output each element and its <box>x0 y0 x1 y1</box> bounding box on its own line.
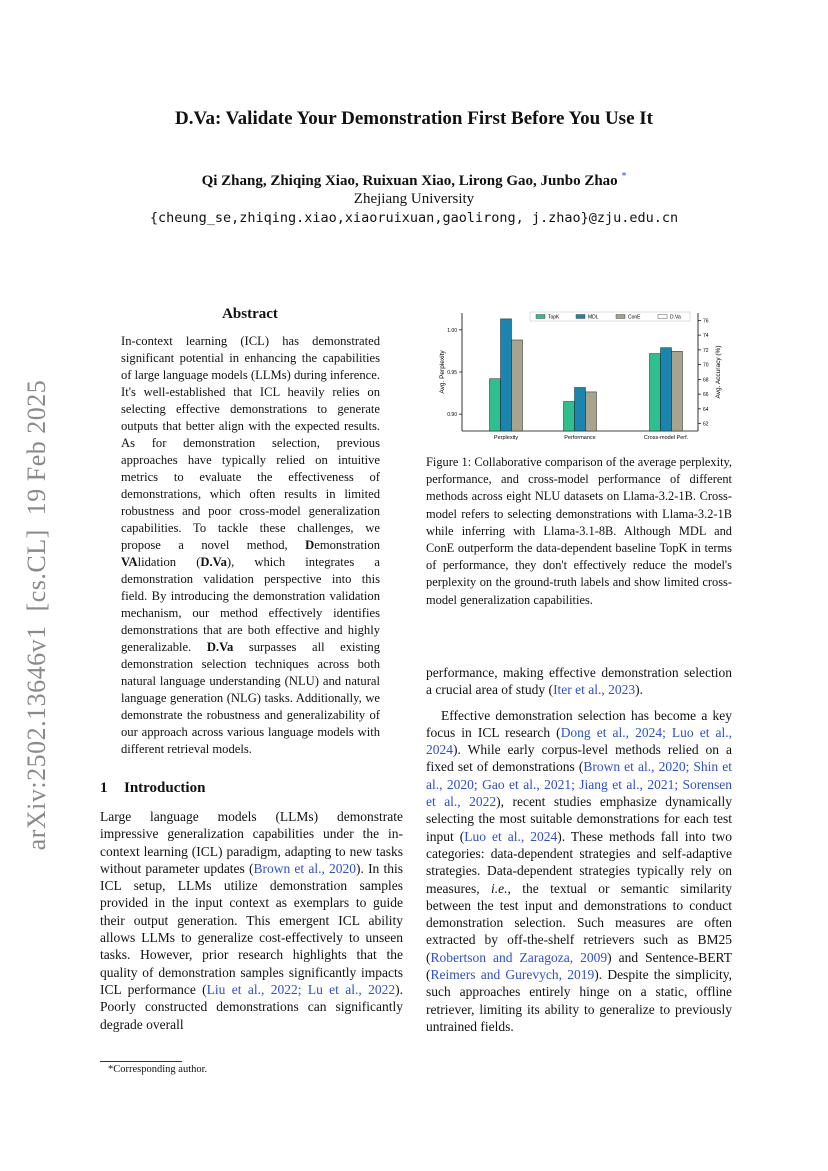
citation-link[interactable]: Liu et al., 2022; Lu et al., 2022 <box>206 981 396 997</box>
section-number: 1 <box>100 780 108 796</box>
arxiv-stamp <box>22 365 52 865</box>
section-heading-introduction <box>100 780 205 797</box>
bar-cone <box>672 351 683 431</box>
bar-mdl <box>661 348 672 431</box>
bar-mdl <box>575 387 586 431</box>
right-tick-label: 66 <box>703 392 709 399</box>
bar-topk <box>490 379 501 431</box>
paragraph <box>426 664 732 699</box>
right-tick-label: 62 <box>703 421 709 428</box>
abstract-bold: D.Va <box>200 555 227 569</box>
body-text: , the textual or semantic similarity between the test input and demonstrations to conduct demonstration selection. Such measures are often extracted by off-the-shelf retrievers such as BM25 ( <box>426 880 733 965</box>
intro-text: ). In this ICL setup, LLMs utilize demonstration samples provided in the input context as exemplars to guide their output generation. This emergent ICL ability allows LLMs to generalize cost-effectively to unseen tasks. However, prior research highlights that the quality of demonstration samples significantly impacts ICL performance ( <box>100 860 403 997</box>
paragraph <box>426 707 732 1036</box>
body-text: ), recent studies emphasize dynamically selecting the most suitable demonstrations for each test input ( <box>426 794 732 844</box>
body-text-italic: i.e. <box>491 880 508 896</box>
legend-label: TopK <box>548 314 560 321</box>
legend-label: D.Va <box>670 314 681 321</box>
corresponding-author-mark: * <box>621 171 627 182</box>
left-tick-label: 0.95 <box>447 370 457 376</box>
body-text: ). While early corpus-level methods relied on a fixed set of demonstrations ( <box>426 742 732 775</box>
legend-label: MDL <box>588 314 599 321</box>
citation-link[interactable]: Iter et al., 2023 <box>553 682 636 698</box>
x-category-label: Perplexity <box>493 435 519 441</box>
abstract-text: emonstration <box>314 538 380 552</box>
intro-text: ). Poorly constructed demonstrations can significantly degrade overall <box>100 981 404 1032</box>
citation-link[interactable]: Dong et al., 2024; Luo et al., 2024 <box>426 724 733 758</box>
right-tick-label: 68 <box>703 377 709 384</box>
affiliation: Zhejiang University <box>353 191 475 207</box>
right-tick-label: 76 <box>703 318 709 325</box>
section-title: Introduction <box>124 780 206 796</box>
abstract-bold: VA <box>121 555 138 569</box>
legend-label: ConE <box>628 314 641 321</box>
bar-topk <box>564 402 575 432</box>
x-category-label: Performance <box>564 435 596 441</box>
abstract-bold: D <box>305 538 315 552</box>
citation-link[interactable]: Luo et al., 2024 <box>464 828 558 844</box>
right-tick-label: 70 <box>703 362 709 369</box>
abstract-body <box>121 333 380 758</box>
footnote-rule <box>100 1061 182 1062</box>
citation-link[interactable]: Brown et al., 2020 <box>253 860 357 876</box>
paper-title: D.Va: Validate Your Demonstration First Before You Use It <box>175 108 653 129</box>
legend-swatch <box>536 315 545 319</box>
body-text: performance, making effective demonstration selection a crucial area of study ( <box>426 665 732 698</box>
legend-swatch <box>616 315 625 319</box>
right-tick-label: 64 <box>703 406 709 413</box>
bar-cone <box>512 340 523 431</box>
arxiv-stamp-text: arXiv:2502.13646v1 [cs.CL] 19 Feb 2025 <box>22 379 51 851</box>
body-text: ) and Sentence-BERT ( <box>426 949 733 983</box>
abstract-text: surpasses all existing demonstration selection techniques across both natural language understanding (NLU) and natural language generation (NLG) tasks. Additionally, we demonstrate the robustness and generalizability of our approach across various language models with different retrieval models. <box>121 640 381 756</box>
body-text: ). <box>635 682 644 698</box>
right-tick-label: 74 <box>703 333 709 340</box>
footnote: *Corresponding author. <box>108 1064 208 1075</box>
bar-mdl <box>501 319 512 431</box>
bar-cone <box>586 392 597 431</box>
abstract-bold: D.Va <box>206 640 234 654</box>
citation-link[interactable]: Robertson and Zaragoza, 2009 <box>430 949 608 965</box>
body-text: ). These methods fall into two categories: data-dependent strategies and self-adaptive strategies. Data-dependent strategies typically rely on measures, <box>426 828 732 896</box>
citation-link[interactable]: Reimers and Gurevych, 2019 <box>430 967 595 983</box>
left-axis-label: Avg. Perplexity <box>439 350 446 394</box>
author-list <box>0 171 828 190</box>
legend-swatch <box>576 315 585 319</box>
body-text: Effective demonstration selection has become a key focus in ICL research ( <box>426 707 732 740</box>
left-tick-label: 0.90 <box>447 412 457 419</box>
abstract-text: lidation ( <box>137 555 201 569</box>
body-text: ). Despite the simplicity, such approaches entirely hinge on a static, offline retriever, limiting its ability to generalize to previously untrained fields. <box>426 967 732 1034</box>
figure-1-chart <box>430 303 730 448</box>
abstract-heading: Abstract <box>222 306 278 322</box>
introduction-body <box>100 808 403 1033</box>
author-names: Qi Zhang, Zhiqing Xiao, Ruixuan Xiao, Lirong Gao, Junbo Zhao <box>201 173 618 189</box>
author-emails: {cheung_se,zhiqing.xiao,xiaoruixuan,gaolirong, j.zhao}@zju.edu.cn <box>149 210 679 226</box>
citation-link[interactable]: Brown et al., 2020; Shin et al., 2020; Gao et al., 2021; Jiang et al., 2021; Sorensen et al., 2022 <box>426 759 732 810</box>
x-category-label: Cross-model Perf. <box>643 435 689 441</box>
abstract-text: In-context learning (ICL) has demonstrated significant potential in enhancing the capabilities of large language models (LLMs) during inference. It's well-established that ICL heavily relies on selecting effective demonstrations to generate outputs that better align with the expected results. As for demonstration selection, previous approaches have typically relied on intuitive metrics to evaluate the effectiveness of demonstrations, which often results in limited robustness and poor cross-model generalization capabilities. To tackle these challenges, we propose a novel method, <box>121 334 380 552</box>
figure-1-caption: Figure 1: Collaborative comparison of the average perplexity, performance, and cross-model performance of different methods across eight NLU datasets on Llama-3.2-1B. Cross-model refers to selecting demonstrations with Llama-3.2-1B while inferring with Llama-3.1-8B. Although MDL and ConE outperform the data-dependent baseline TopK in terms of performance, they don't effectively reduce the model's perplexity on the ground-truth labels and show limited cross-model generalization capabilities. <box>426 455 732 607</box>
left-tick-label: 1.00 <box>447 327 457 334</box>
right-column-body <box>426 664 732 1035</box>
abstract-text: ), which integrates a demonstration validation perspective into this field. By introducing the demonstration validation mechanism, our method effectively identifies demonstrations that are both effective and highly generalizable. <box>121 555 380 654</box>
right-tick-label: 72 <box>703 347 709 354</box>
legend-swatch <box>658 315 667 319</box>
intro-text: Large language models (LLMs) demonstrate impressive generalization capabilities under the in-context learning (ICL) paradigm, adapting to new tasks without parameter updates ( <box>100 809 403 876</box>
bar-topk <box>650 354 661 431</box>
right-axis-label: Avg. Accuracy (%) <box>715 345 722 399</box>
